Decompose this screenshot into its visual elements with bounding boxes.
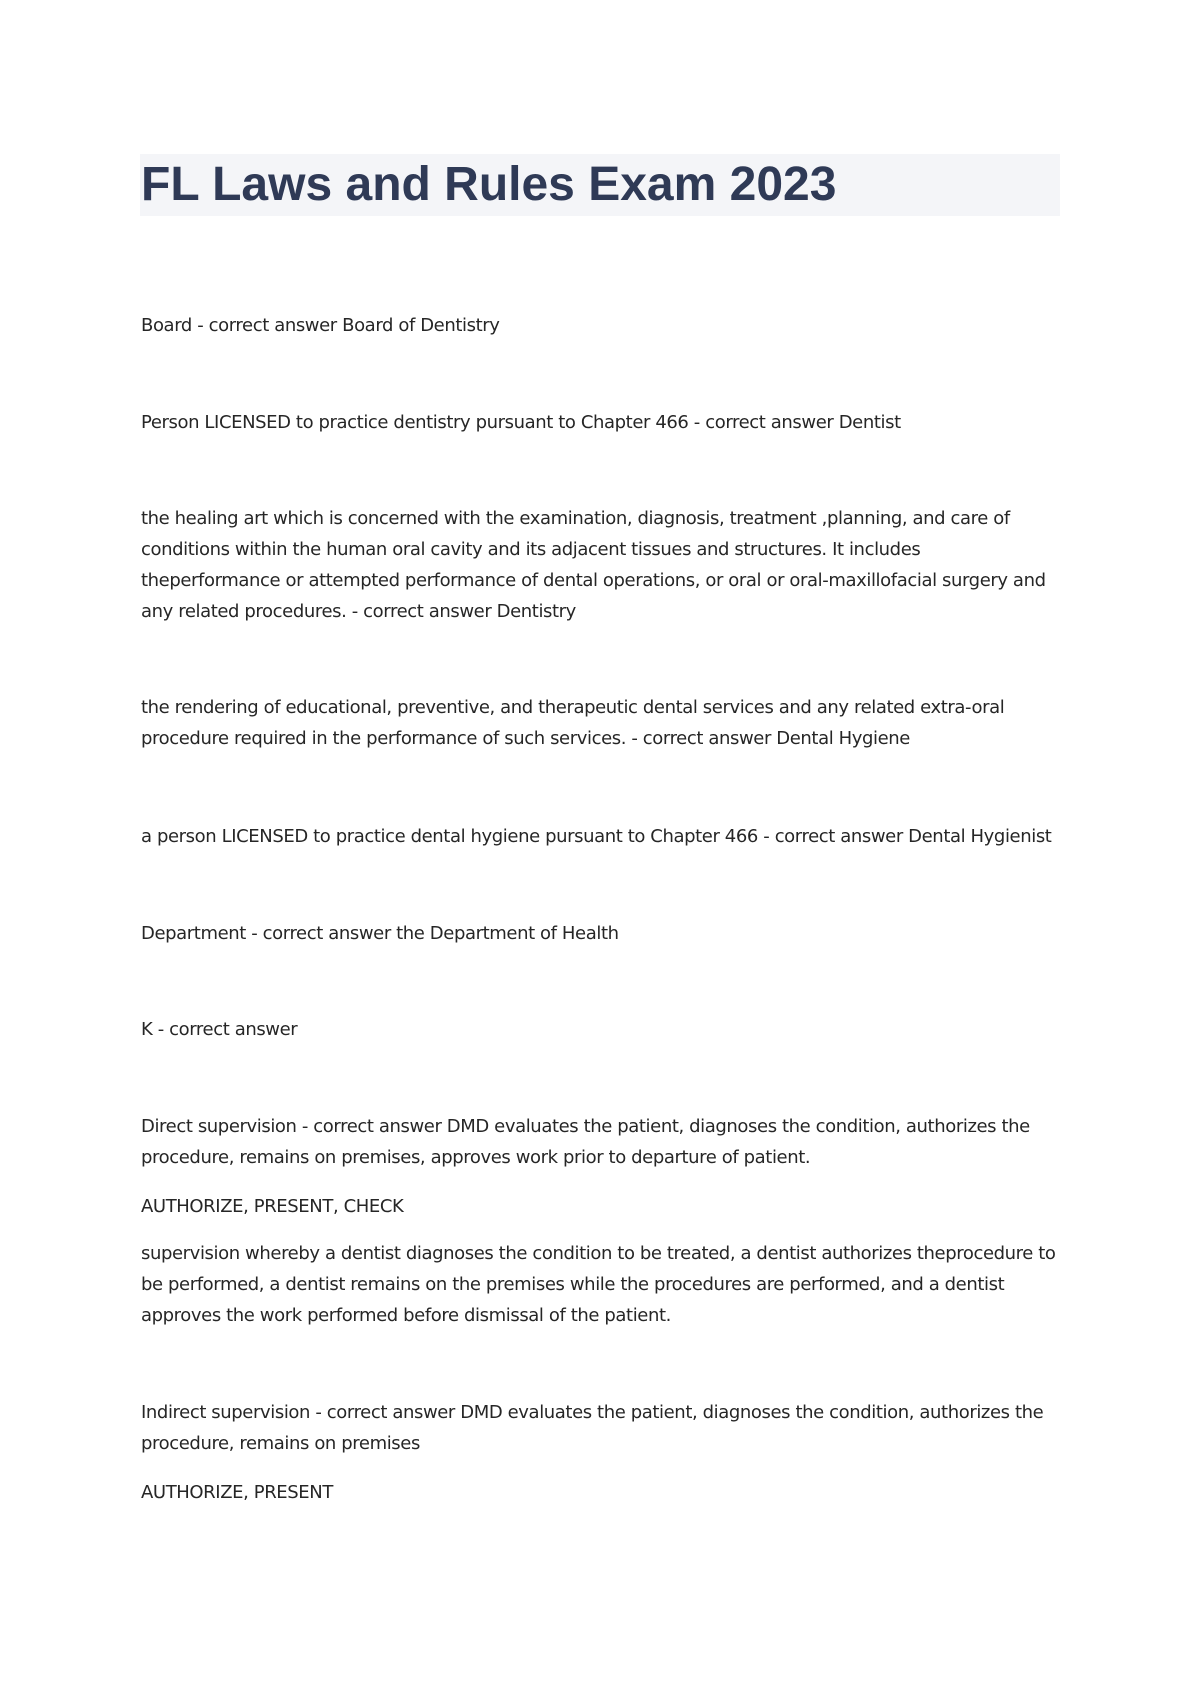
entry-dental-hygiene: the rendering of educational, preventive, and therapeutic dental services and any related extra-oral procedure required in the performance of such services. - correct answer Dental Hygiene [141, 697, 1005, 749]
entry-supervision-definition: supervision whereby a dentist diagnoses the condition to be treated, a dentist authorizes theprocedure to be performed, a dentist remains on the premises while the procedures are performed, and a dentist approves the work performed before dismissal of the patient. [141, 1243, 1056, 1326]
entry-k: K - correct answer [141, 1019, 298, 1040]
document-title: FL Laws and Rules Exam 2023 [141, 158, 837, 211]
entry-direct-supervision: Direct supervision - correct answer DMD evaluates the patient, diagnoses the condition, authorizes the procedure, remains on premises, approves work prior to departure of patient. [141, 1116, 1030, 1168]
entry-board: Board - correct answer Board of Dentistry [141, 315, 500, 336]
entry-direct-keywords: AUTHORIZE, PRESENT, CHECK [141, 1196, 404, 1217]
entry-dental-hygienist: a person LICENSED to practice dental hygiene pursuant to Chapter 466 - correct answer Dental Hygienist [141, 826, 1052, 847]
entry-dentistry: the healing art which is concerned with the examination, diagnosis, treatment ,planning, and care of conditions within the human oral cavity and its adjacent tissues and structures. It includes theperformance or attempted performance of dental operations, or oral or oral-maxillofacial surgery and any related procedures. - correct answer Dentistry [141, 508, 1046, 622]
entry-department: Department - correct answer the Department of Health [141, 923, 619, 944]
entry-indirect-keywords: AUTHORIZE, PRESENT [141, 1482, 333, 1503]
entry-indirect-supervision: Indirect supervision - correct answer DMD evaluates the patient, diagnoses the condition, authorizes the procedure, remains on premises [141, 1402, 1044, 1454]
entry-dentist: Person LICENSED to practice dentistry pursuant to Chapter 466 - correct answer Dentist [141, 412, 901, 433]
